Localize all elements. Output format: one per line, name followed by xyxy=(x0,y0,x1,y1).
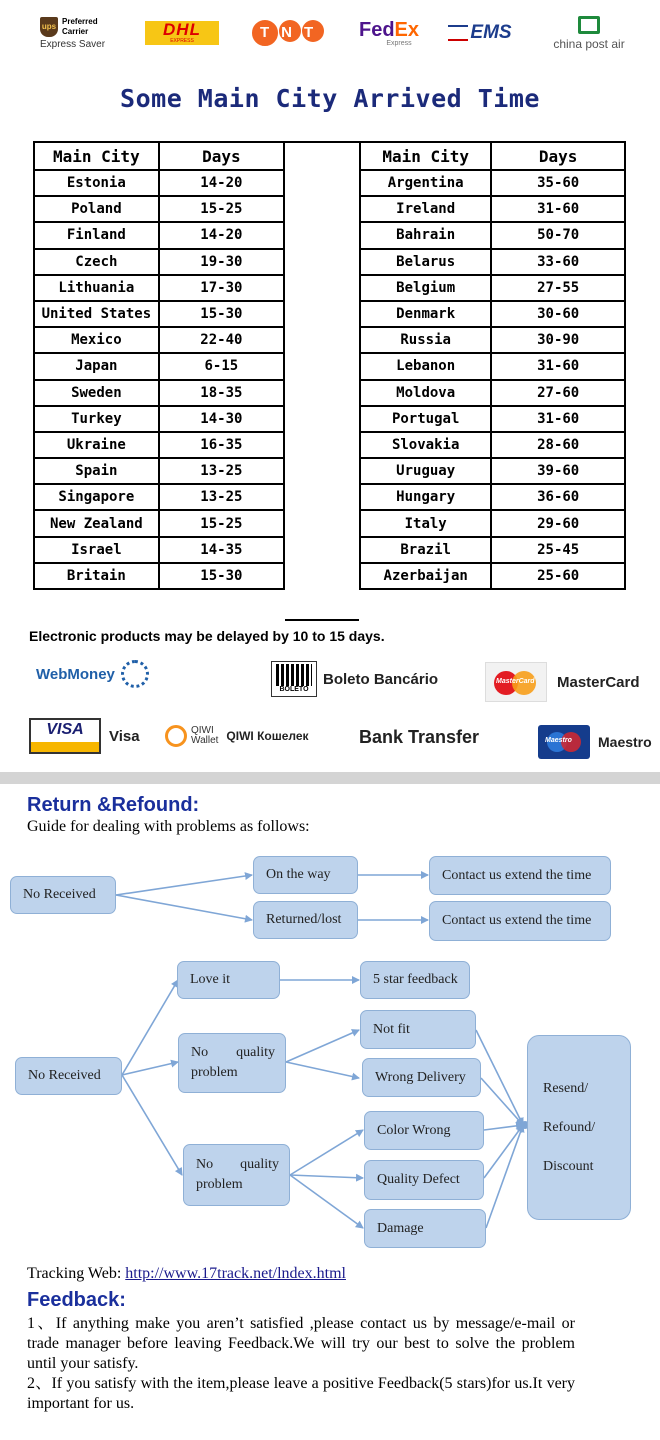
days-cell: 31-60 xyxy=(491,353,625,379)
feedback-heading: Feedback: xyxy=(27,1289,126,1311)
left-header-city: Main City xyxy=(34,142,159,170)
city-cell: Sweden xyxy=(34,380,159,406)
city-cell: Portugal xyxy=(360,406,491,432)
city-cell: Denmark xyxy=(360,301,491,327)
bank-transfer-label: Bank Transfer xyxy=(359,727,480,747)
city-cell: Spain xyxy=(34,458,159,484)
days-cell: 31-60 xyxy=(491,196,625,222)
ups-line2: Carrier xyxy=(62,26,89,36)
days-cell: 14-20 xyxy=(159,170,284,196)
flow2-5-star: 5 star feedback xyxy=(360,961,470,999)
refund-subtitle: Guide for dealing with problems as follows: xyxy=(27,818,310,835)
maestro-badge: Maestro xyxy=(545,737,572,744)
city-cell: New Zealand xyxy=(34,510,159,536)
flow1-contact-1: Contact us extend the time xyxy=(429,856,611,895)
days-cell: 50-70 xyxy=(491,222,625,248)
right-header-city: Main City xyxy=(360,142,491,170)
flow2-refund: Refound/ xyxy=(543,1119,596,1135)
days-cell: 28-60 xyxy=(491,432,625,458)
days-cell: 13-25 xyxy=(159,458,284,484)
qiwi-badge2: Wallet xyxy=(191,735,219,746)
flow2-wrong-delivery: Wrong Delivery xyxy=(362,1058,481,1097)
days-cell: 33-60 xyxy=(491,249,625,275)
feedback-paragraph-2: 2、If you satisfy with the item,please leave a positive Feedback(5 stars)for us.It very important for us. xyxy=(27,1375,575,1412)
table-title: Some Main City Arrived Time xyxy=(120,84,540,113)
city-cell: Slovakia xyxy=(360,432,491,458)
mastercard-badge: MasterCard xyxy=(496,678,535,685)
days-cell: 15-30 xyxy=(159,301,284,327)
city-cell: Brazil xyxy=(360,537,491,563)
days-cell: 6-15 xyxy=(159,353,284,379)
days-cell: 31-60 xyxy=(491,406,625,432)
flow2-resolution xyxy=(527,1035,631,1220)
refund-heading: Return &Refound: xyxy=(27,794,200,816)
fedex-sub: Express xyxy=(386,39,412,47)
tracking-label: Tracking Web: xyxy=(27,1265,126,1282)
visa-badge: VISA xyxy=(31,720,99,742)
flow2-not-fit: Not fit xyxy=(360,1010,476,1049)
city-cell: Moldova xyxy=(360,380,491,406)
city-cell: Italy xyxy=(360,510,491,536)
tnt-name: TNT xyxy=(260,24,326,41)
chinapost-name: china post air xyxy=(553,36,625,51)
days-cell: 13-25 xyxy=(159,484,284,510)
flow2-no-quality-2: No quality problem xyxy=(183,1144,290,1206)
flow2-damage: Damage xyxy=(364,1209,486,1248)
days-cell: 30-60 xyxy=(491,301,625,327)
days-cell: 15-25 xyxy=(159,510,284,536)
days-cell: 30-90 xyxy=(491,327,625,353)
days-cell: 15-30 xyxy=(159,563,284,589)
city-cell: Singapore xyxy=(34,484,159,510)
dhl-sub: EXPRESS xyxy=(170,38,194,44)
days-cell: 22-40 xyxy=(159,327,284,353)
city-cell: Lithuania xyxy=(34,275,159,301)
flow2-resend: Resend/ xyxy=(543,1080,589,1096)
days-cell: 29-60 xyxy=(491,510,625,536)
city-cell: Japan xyxy=(34,353,159,379)
dhl-name: DHL xyxy=(163,20,201,39)
tracking-line xyxy=(27,1265,346,1283)
city-cell: Estonia xyxy=(34,170,159,196)
days-cell: 19-30 xyxy=(159,249,284,275)
delay-note: Electronic products may be delayed by 10 to 15 days. xyxy=(29,628,385,644)
days-cell: 27-55 xyxy=(491,275,625,301)
left-header-days: Days xyxy=(159,142,284,170)
city-cell: Czech xyxy=(34,249,159,275)
city-cell: Bahrain xyxy=(360,222,491,248)
days-cell: 17-30 xyxy=(159,275,284,301)
fedex-name-b: Ex xyxy=(394,18,420,41)
days-cell: 27-60 xyxy=(491,380,625,406)
boleto-label: Boleto Bancário xyxy=(323,670,439,688)
maestro-label: Maestro xyxy=(598,734,652,750)
city-cell: Azerbaijan xyxy=(360,563,491,589)
days-cell: 25-45 xyxy=(491,537,625,563)
city-cell: Ukraine xyxy=(34,432,159,458)
flow2-discount: Discount xyxy=(543,1158,594,1174)
flow1-no-received: No Received xyxy=(10,876,116,914)
flow2-color-wrong: Color Wrong xyxy=(364,1111,484,1150)
days-cell: 35-60 xyxy=(491,170,625,196)
flow1-contact-2: Contact us extend the time xyxy=(429,901,611,941)
days-cell: 25-60 xyxy=(491,563,625,589)
city-cell: Argentina xyxy=(360,170,491,196)
city-cell: Russia xyxy=(360,327,491,353)
boleto-badge: BOLETO xyxy=(279,686,309,693)
webmoney-label: WebMoney xyxy=(36,665,115,683)
city-cell: Israel xyxy=(34,537,159,563)
days-cell: 16-35 xyxy=(159,432,284,458)
flow2-quality-defect: Quality Defect xyxy=(364,1160,484,1200)
days-cell: 18-35 xyxy=(159,380,284,406)
mastercard-label: MasterCard xyxy=(557,673,640,691)
flow1-on-the-way: On the way xyxy=(253,856,358,894)
city-cell: Finland xyxy=(34,222,159,248)
days-cell: 36-60 xyxy=(491,484,625,510)
feedback-paragraph-1: 1、If anything make you aren’t satisfied ,please contact us by message/e-mail or trade manager before leaving Feedback.We will try our best to solve the problem until your satisfy. xyxy=(27,1315,575,1372)
city-cell: Ireland xyxy=(360,196,491,222)
flow1-returned-lost: Returned/lost xyxy=(253,901,358,939)
qiwi-label: QIWI Кошелек xyxy=(226,729,309,743)
flow2-no-received: No Received xyxy=(15,1057,122,1095)
flow2-no-quality-1: No quality problem xyxy=(178,1033,286,1093)
city-cell: Britain xyxy=(34,563,159,589)
city-cell: Poland xyxy=(34,196,159,222)
ups-shield-icon: ups xyxy=(40,17,58,37)
ups-line1: Preferred xyxy=(62,16,98,26)
visa-label: Visa xyxy=(109,727,140,745)
ems-name: EMS xyxy=(470,22,512,43)
qiwi-badge: QIWI xyxy=(191,725,214,736)
city-cell: Belarus xyxy=(360,249,491,275)
fedex-name-a: Fed xyxy=(358,18,395,41)
city-cell: United States xyxy=(34,301,159,327)
city-cell: Lebanon xyxy=(360,353,491,379)
days-cell: 39-60 xyxy=(491,458,625,484)
tracking-link[interactable]: http://www.17track.net/lndex.html xyxy=(125,1265,346,1282)
days-cell: 14-35 xyxy=(159,537,284,563)
days-cell: 14-20 xyxy=(159,222,284,248)
ups-line3: Express Saver xyxy=(40,38,106,50)
days-cell: 15-25 xyxy=(159,196,284,222)
right-header-days: Days xyxy=(491,142,625,170)
city-cell: Belgium xyxy=(360,275,491,301)
city-cell: Turkey xyxy=(34,406,159,432)
city-cell: Uruguay xyxy=(360,458,491,484)
city-cell: Hungary xyxy=(360,484,491,510)
city-cell: Mexico xyxy=(34,327,159,353)
flow2-love-it: Love it xyxy=(177,961,280,999)
days-cell: 14-30 xyxy=(159,406,284,432)
